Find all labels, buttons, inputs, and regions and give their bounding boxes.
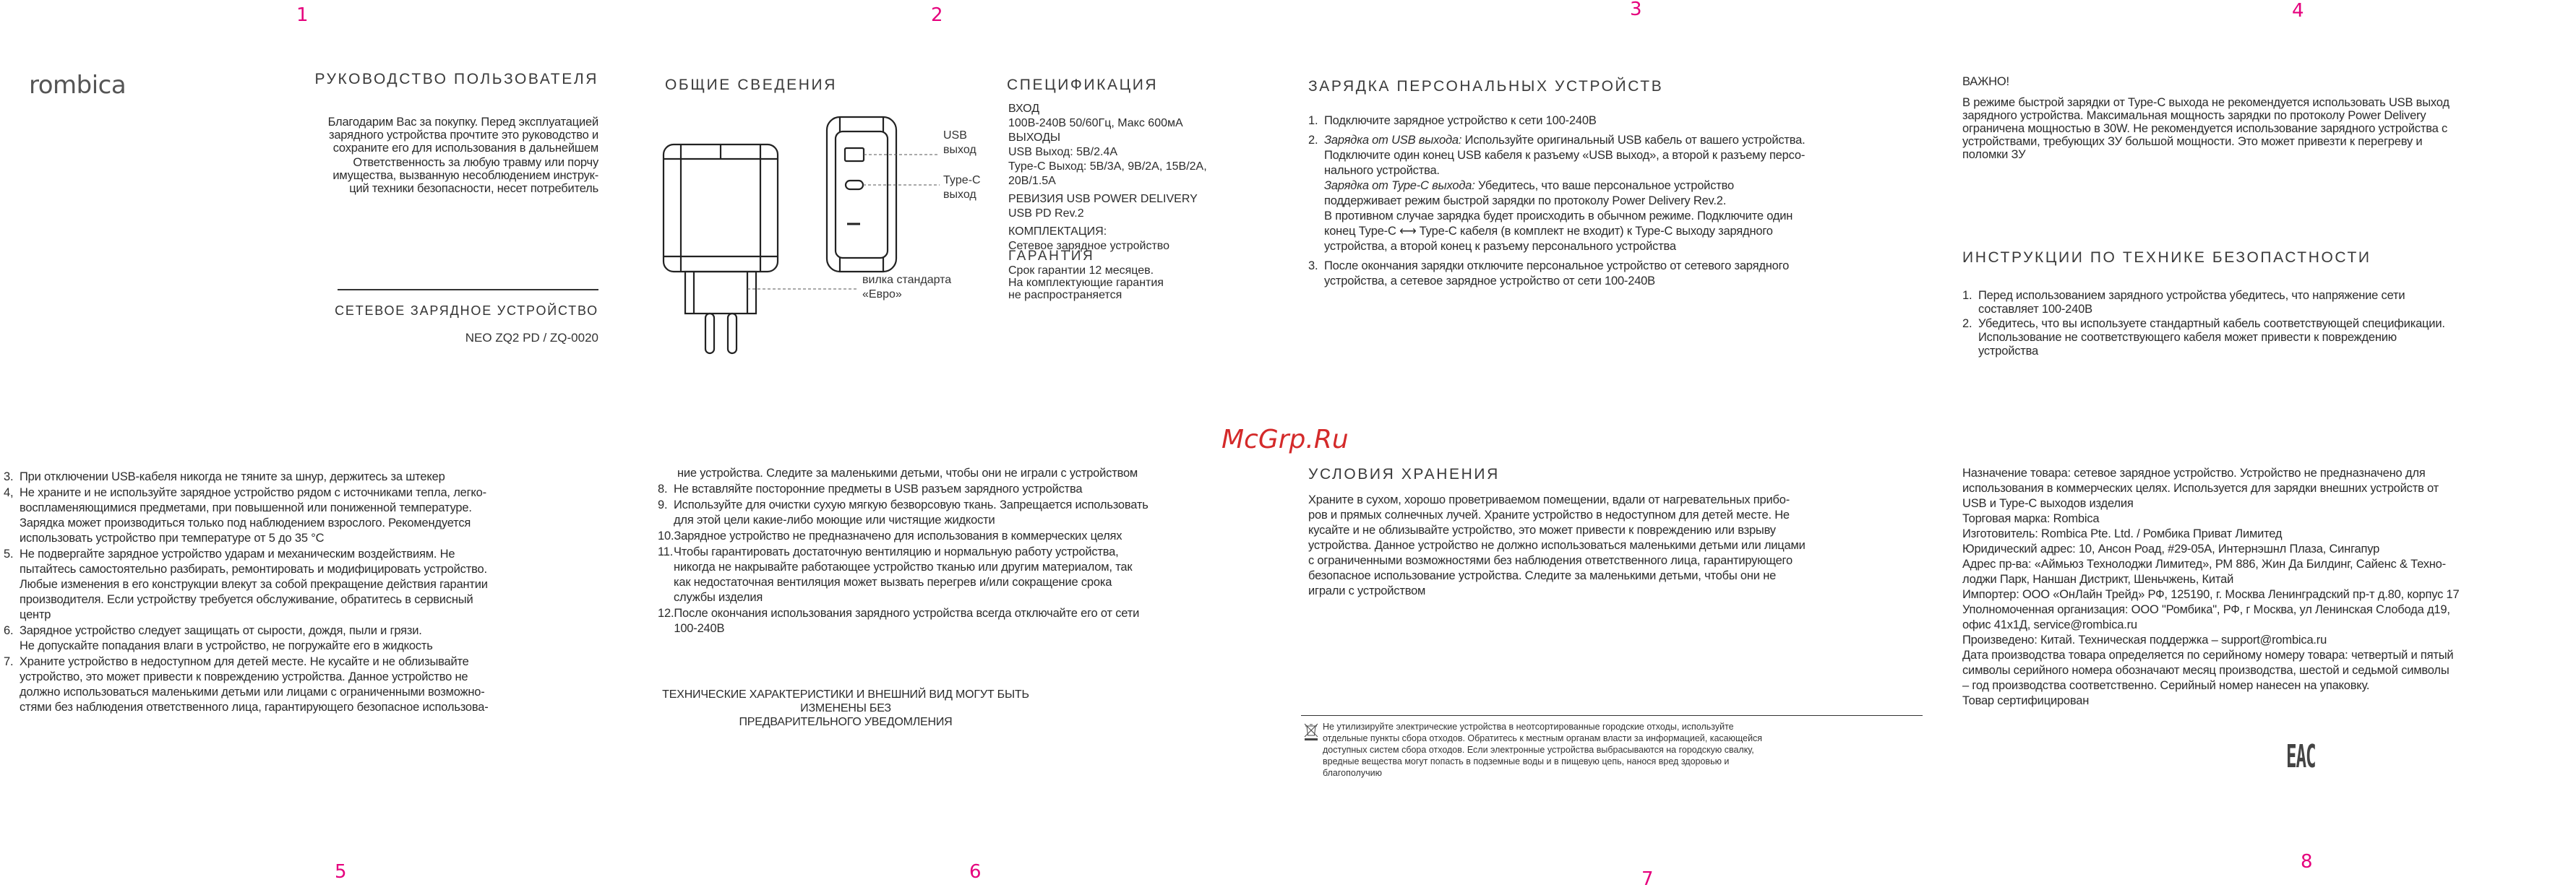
list-item-text-segment: Не подвергайте зарядное устройство ударам и механическим воздействиям. Не пытайтесь самостоятельно разбирать, ремонтировать и модифицировать устройство. Любые изменения в его конструкции влекут за собой прекращение действия гарантии производителя. Если устройству требуется обслуживание, обратитесь в сервисный центр <box>20 548 488 621</box>
storage-heading: УСЛОВИЯ ХРАНЕНИЯ <box>1308 466 1500 483</box>
list-item-number: 11. <box>658 545 674 558</box>
divider <box>338 289 598 290</box>
storage-text: Храните в сухом, хорошо проветриваемом помещении, вдали от нагревательных прибо- ров и прямых солнечных лучей. Храните устройство в недоступном для детей месте. Не кусайте и не облизывайте устройство, это может привести к повреждению или взрыву устройства. Данное устройство не должно использоваться маленькими детьми или лицами с ограниченными возможностями без наблюдения ответственного лица, гарантирующего безопасное использование устройства. Следите за маленькими детьми, чтобы они не играли с устройством <box>1308 493 1806 597</box>
product-info-text: Назначение товара: сетевое зарядное устройство. Устройство не предназначено для использования в коммерческих целях. Используется для зарядки внешних устройств от USB и Type-C выходов изделия Торговая марка: Rombica Изготовитель: Rombica Pte. Ltd. / Ромбика Приват Лимитед Юридический адрес: 10, Ансон Роад, #29-05А, Интернэшнл Плаза, Сингапур Адрес пр-ва: «Аймьюз Технолоджи Лимитед», РМ 886, Жин Да Билдинг, Сайенс & Техно- лоджи Парк, Наншан Дистрикт, Шеньчжень, Китай Импортер: ООО «ОнЛайн Трейд» РФ, 125190, г. Москва Ленинградский пр-т д.80, корпус 17 Уполномоченная организация: ООО "Ромбика", РФ, г Москва, ул Ленинская Слобода д19, офис 41х1Д, service@rombica.ru Произведено: Китай. Техническая поддержка – support@rombica.ru Дата производства товара определяется по серийному номеру товара: четвертый и пятый символы серийного номера обозначают месяц производства, шестой и седьмой символы – год производства соответственно. Серийный номер нанесен на упаковку. Товар сертифицирован <box>1962 467 2460 707</box>
watermark: McGrp.Ru <box>1222 425 1349 454</box>
weee-bin-icon <box>1303 722 1319 741</box>
list-item-text <box>674 529 1122 544</box>
list-item-number: 3. <box>1308 259 1318 272</box>
input-title: ВХОД <box>1008 103 1040 115</box>
list-item <box>658 482 1149 497</box>
list-item-number: 5. <box>4 548 14 561</box>
kit-value: Сетевое зарядное устройство <box>1008 240 1169 252</box>
list-item <box>4 470 489 485</box>
page-number: 8 <box>2301 851 2313 873</box>
disposal-text: Не утилизируйте электрические устройства в неотсортированные городские отходы, используйте отдельные пункты сбора отходов. Обратитесь к местным органам власти за информацией, касающейся доступных систем сбора отходов. Если электронные устройства выбрасываются на городскую свалку, вредные вещества могут попасть в подземные воды и в пищевую цепь, нанося вред здоровью и благополучию <box>1323 722 1763 778</box>
list-item <box>1308 133 1806 254</box>
list-item-text <box>1324 133 1806 254</box>
warranty-block <box>1008 264 1164 301</box>
list-item-text-segment: Храните устройство в недоступном для детей месте. Не кусайте и не облизывайте устройство, это может привести к повреждению устройства. Данное устройство не должно использоваться маленькими детьми или лицами с ограниченными возможно- стями без наблюдения ответственного лица, гарантирующего безопасное использова- <box>20 655 489 714</box>
list-item-text <box>1978 317 2445 358</box>
product-type: СЕТЕВОЕ ЗАРЯДНОЕ УСТРОЙСТВО <box>335 303 598 318</box>
euro-plug-label: вилка стандарта «Евро» <box>862 274 952 301</box>
list-item <box>658 606 1149 636</box>
list-item <box>658 545 1149 605</box>
important-text: В режиме быстрой зарядки от Type-C выхода не рекомендуется использовать USB выход зарядного устройства. Максимальная мощность зарядки по протоколу Power Delivery ограничена мощностью в 30W. Не рекомендуется использование зарядного устройства с устройствами, требующих ЗУ большой мощности. Это может привезти к перегреву и поломки ЗУ <box>1962 96 2450 161</box>
list-item-number: 4, <box>4 486 14 499</box>
type-c-output-label: Type-C выход <box>943 174 981 201</box>
list-item-number: 1. <box>1962 289 1972 302</box>
charging-heading: ЗАРЯДКА ПЕРСОНАЛЬНЫХ УСТРОЙСТВ <box>1308 78 1664 95</box>
list-item-text <box>1324 113 1597 129</box>
list-item-text <box>1324 259 1789 289</box>
list-item-number: 2. <box>1962 317 1972 330</box>
list-item-text-segment: После окончания зарядки отключите персональное устройство от сетевого зарядного устройства, а сетевое зарядное устройство от сети 100-240В <box>1324 259 1790 288</box>
intro-text: Благодарим Вас за покупку. Перед эксплуатацией зарядного устройства прочтите это руководство и сохраните его для использования в дальнейшем <box>327 116 598 155</box>
list-item-text-segment: Перед использованием зарядного устройства убедитесь, что напряжение сети составляет 100-240В <box>1978 289 2405 316</box>
list-item <box>4 547 489 623</box>
usb-output-label: USB выход <box>943 129 976 156</box>
list-item-text <box>674 606 1139 636</box>
list-item-text-segment: После окончания использования зарядного устройства всегда отключайте его от сети 100-240В <box>674 607 1140 635</box>
specification-list <box>1008 102 1207 254</box>
list-item-text-segment: Убедитесь, что вы используете стандартный кабель соответствующей спецификации. Использование не соответствующего кабеля может привести к повреждению устройства <box>1978 317 2445 358</box>
list-item-number: 3. <box>4 470 14 483</box>
safety-heading: ИНСТРУКЦИИ ПО ТЕХНИКЕ БЕЗОПАСТНОСТИ <box>1962 249 2371 266</box>
list-item-text-segment: Используйте для очистки сухую мягкую безворсовую ткань. Запрещается использовать для этой цели какие-либо моющие или чистящие жидкости <box>674 498 1149 527</box>
specification-heading: СПЕЦИФИКАЦИЯ <box>1007 77 1159 93</box>
list-item-text-segment: Используйте оригинальный USB кабель от вашего устройства. Подключите один конец USB кабеля к разъему «USB выход», а второй к разъему персо- нального устройства. <box>1324 134 1806 177</box>
list-item-number: 6. <box>4 624 14 637</box>
charger-side-view <box>827 117 896 272</box>
list-item <box>4 623 489 654</box>
list-item-text <box>20 547 488 623</box>
list-item-number: 2. <box>1308 134 1318 147</box>
list-item-text <box>20 654 489 715</box>
list-item-text-segment: Чтобы гарантировать достаточную вентиляцию и нормальную работу устройства, никогда не накрывайте работающее устройство тканью или другим материалом, так как недостаточная вентиляция может вызвать перегрев и/или сокращение срока службы изделия <box>674 545 1133 604</box>
list-item-text-segment: Не храните и не используйте зарядное устройство рядом с источниками тепла, легко- воспламеняющимися предметами, при повышенной или пониженной температуре. Зарядка может производиться только под наблюдением взрослого. Рекомендуется использовать устройство при температуре от 5 до 35 °С <box>20 486 486 545</box>
list-item <box>4 654 489 715</box>
divider <box>1301 715 1923 716</box>
list-item <box>1308 113 1806 129</box>
list-item <box>4 485 489 546</box>
pd-title: РЕВИЗИЯ USB POWER DELIVERY <box>1008 193 1198 205</box>
list-item-text <box>20 470 445 485</box>
list-item <box>658 498 1149 528</box>
safety-list-top <box>1962 289 2445 359</box>
page-number: 5 <box>335 861 347 883</box>
warranty-text: Срок гарантии 12 месяцев. На комплектующие гарантия не распространяется <box>1008 264 1164 301</box>
list-item-number: 1. <box>1308 114 1318 127</box>
page-number: 6 <box>969 861 982 883</box>
warranty-heading: ГАРАНТИЯ <box>1008 249 1095 264</box>
input-value: 100В-240В 50/60Гц, Макс 600мА <box>1008 117 1183 129</box>
list-item-number: 9. <box>658 498 668 511</box>
list-item <box>1962 317 2445 358</box>
list-item <box>658 529 1149 544</box>
euro-plug-icon <box>685 272 756 353</box>
list-item-text-segment: Зарядное устройство не предназначено для использования в коммерческих целях <box>674 530 1122 543</box>
list-item-number: 10. <box>658 530 674 543</box>
list-item-text <box>1978 289 2405 316</box>
responsibility-text: Ответственность за любую травму или порчу имущества, вызванную несоблюдением инструк- ций техники безопасности, несет потребитель <box>332 156 598 195</box>
kit-title: КОМПЛЕКТАЦИЯ: <box>1008 225 1107 238</box>
list-item-text-segment: Убедитесь, что ваше персональное устройство поддерживает режим быстрой зарядки по протоколу Power Delivery Rev.2. В противном случае зарядка будет происходить в обычном режиме. Подключите один конец Type-C ⟷ Type-C кабеля (в комплект не входит) к Type-C выходу зарядного устройства, а второй конец к разъему персонального устройства <box>1324 179 1793 253</box>
page-number: 2 <box>931 4 943 26</box>
safety-item-continuation: ние устройства. Следите за маленькими детьми, чтобы они не играли с устройством <box>677 467 1138 480</box>
list-item-italic-lead: Зарядка от Type-C выхода: <box>1324 179 1475 192</box>
page-number: 7 <box>1641 868 1654 890</box>
list-item-text <box>674 482 1082 497</box>
list-item-text <box>20 485 486 546</box>
list-item-text <box>674 498 1149 528</box>
list-item-number: 8. <box>658 483 668 496</box>
list-item-number: 12. <box>658 607 674 620</box>
usb-port-icon <box>845 148 864 161</box>
safety-list-continued <box>4 470 489 716</box>
page-number: 3 <box>1630 0 1642 20</box>
important-title: ВАЖНО! <box>1962 75 2009 88</box>
specs-change-notice: ТЕХНИЧЕСКИЕ ХАРАКТЕРИСТИКИ И ВНЕШНИЙ ВИД МОГУТ БЫТЬ ИЗМЕНЕНЫ БЕЗ ПРЕДВАРИТЕЛЬНОГО УВЕДОМЛЕНИЯ <box>662 688 1029 728</box>
list-item-text <box>20 623 433 654</box>
charging-steps <box>1308 113 1806 293</box>
safety-list-end <box>658 482 1149 637</box>
type-c-port-icon <box>846 181 863 189</box>
list-item <box>1308 259 1806 289</box>
model-name: NEO ZQ2 PD / ZQ-0020 <box>465 331 598 345</box>
list-item-italic-lead: Зарядка от USB выхода: <box>1324 134 1462 147</box>
general-info-heading: ОБЩИЕ СВЕДЕНИЯ <box>665 77 837 93</box>
list-item-text-segment: Не вставляйте посторонние предметы в USB разъем зарядного устройства <box>674 483 1083 496</box>
list-item-number: 7. <box>4 655 14 668</box>
list-item-text-segment: При отключении USB-кабеля никогда не тяните за шнур, держитесь за штекер <box>20 470 445 483</box>
eac-certification-mark: EAC <box>2286 738 2316 775</box>
outputs-title: ВЫХОДЫ <box>1008 131 1061 144</box>
list-item-text-segment: Зарядное устройство следует защищать от сырости, дождя, пыли и грязи. Не допускайте попадания влаги в устройство, не погружайте его в жидкость <box>20 624 433 652</box>
pd-value: USB PD Rev.2 <box>1008 207 1084 220</box>
manual-title: РУКОВОДСТВО ПОЛЬЗОВАТЕЛЯ <box>314 71 598 87</box>
charger-front-view <box>664 144 778 272</box>
rombica-logo: rombica <box>29 71 126 100</box>
list-item-text-segment: Подключите зарядное устройство к сети 100-240В <box>1324 114 1597 127</box>
outputs-value: USB Выход: 5В/2.4А Type-C Выход: 5В/3А, 9В/2А, 15В/2А, 20В/1.5А <box>1008 146 1207 187</box>
list-item-text <box>674 545 1132 605</box>
page-number: 4 <box>2292 0 2304 22</box>
page-number: 1 <box>296 4 309 26</box>
list-item <box>1962 289 2445 316</box>
